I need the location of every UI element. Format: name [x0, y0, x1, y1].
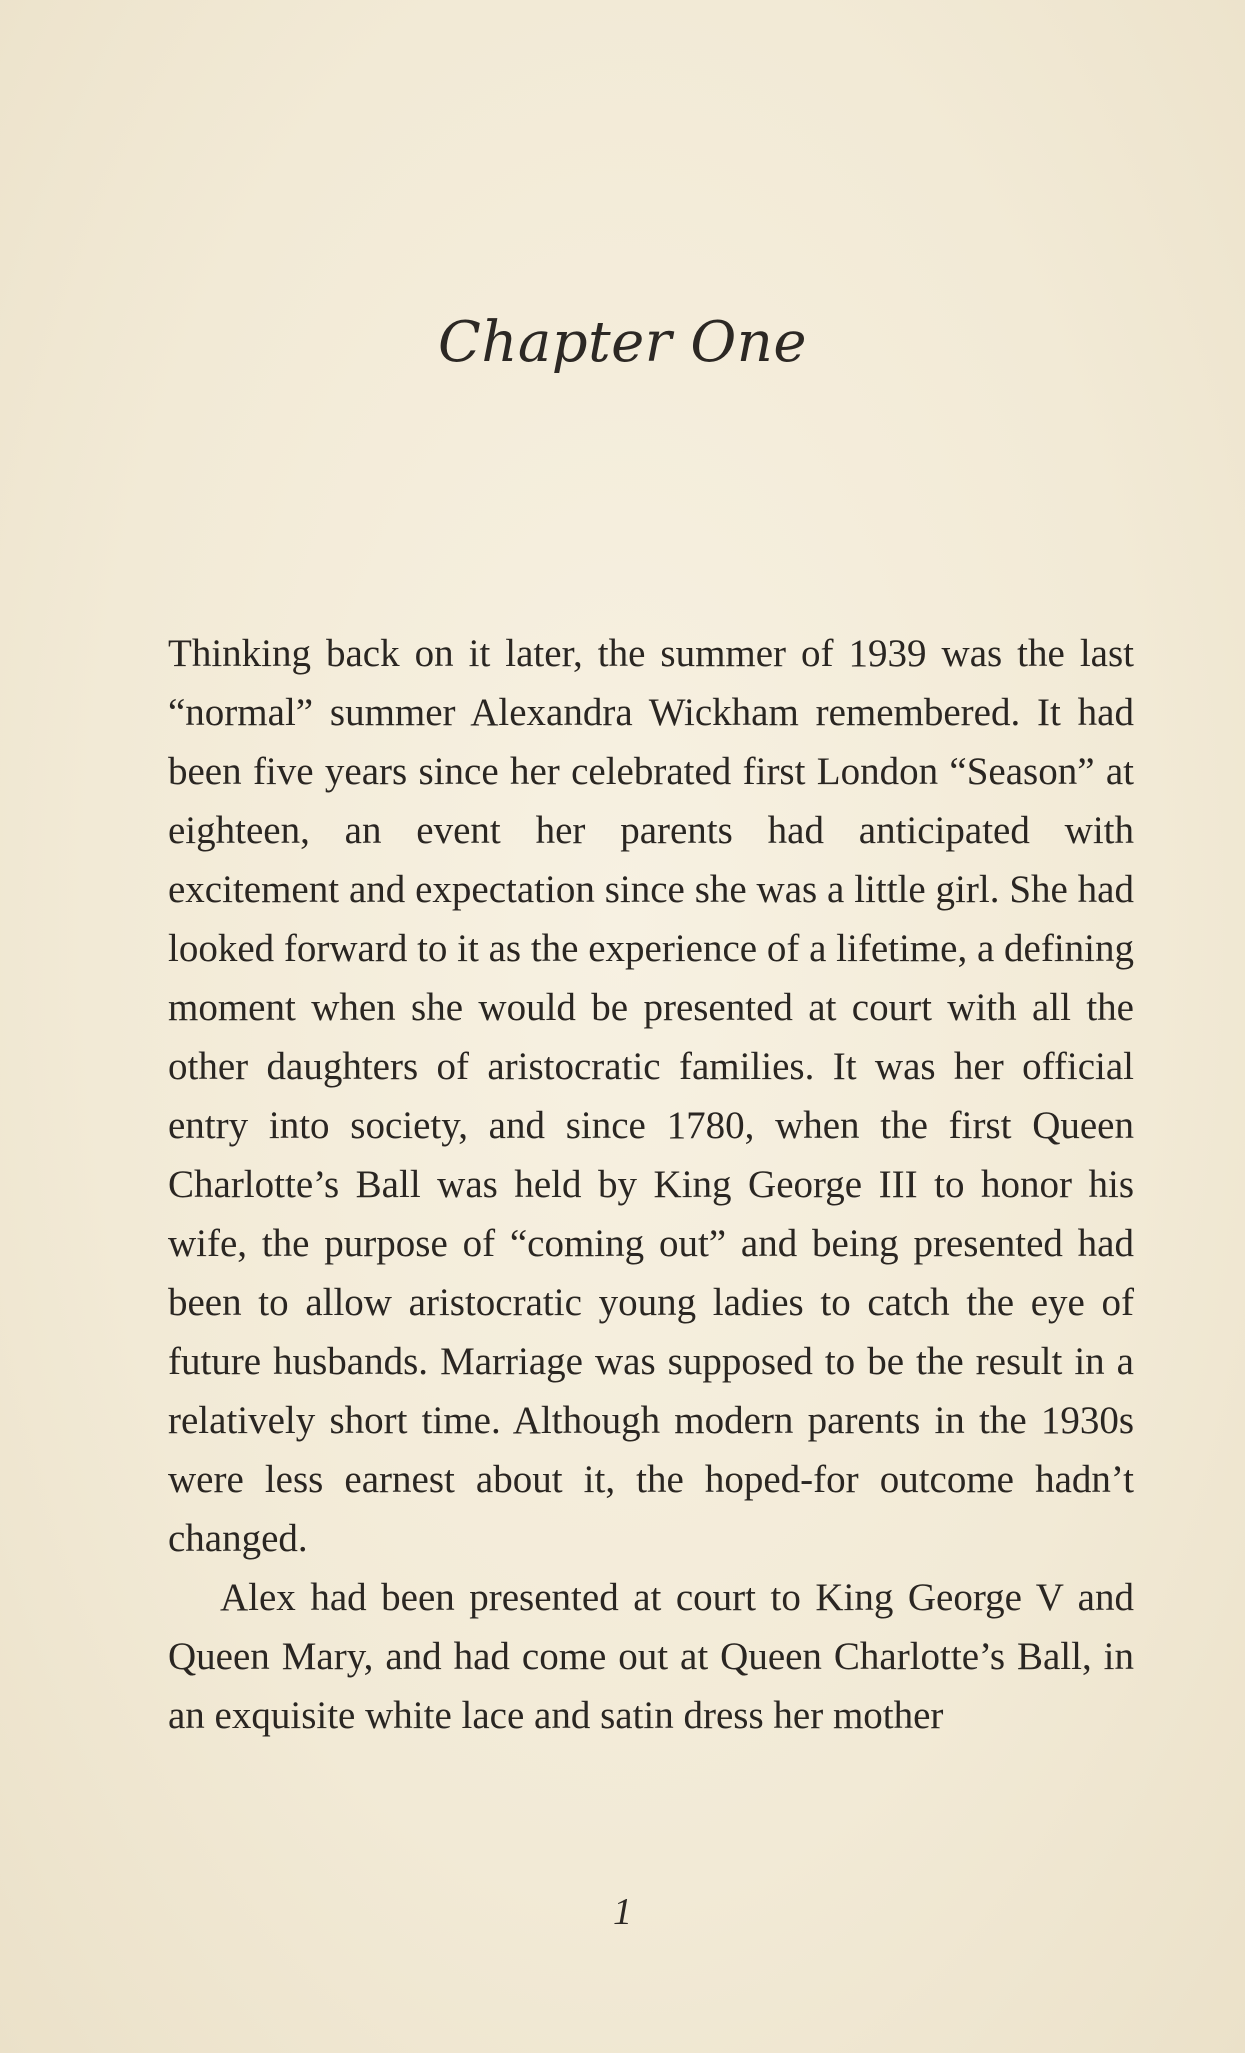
- paragraph: Alex had been presented at court to King George V and Queen Mary, and had come out at Queen Charlotte’s Ball, in an exquisite white lace and satin dress her mother: [168, 1576, 1134, 1737]
- chapter-body: [168, 624, 1134, 1745]
- paragraph: Thinking back on it later, the summer of 1939 was the last “normal” summer Alexandra Wickham remembered. It had been five years since her celebrated first London “Season” at eighteen, an event her parents had anticipated with excitement and expectation since she was a little girl. She had looked forward to it as the experience of a lifetime, a defining moment when she would be presented at court with all the other daughters of aristocratic families. It was her official entry into society, and since 1780, when the first Queen Charlotte’s Ball was held by King George III to honor his wife, the purpose of “coming out” and being presented had been to allow aristocratic young ladies to catch the eye of future husbands. Marriage was supposed to be the result in a relatively short time. Although modern parents in the 1930s were less earnest about it, the hoped-for outcome hadn’t changed.: [168, 632, 1134, 1560]
- page-number: 1: [613, 1891, 632, 1933]
- chapter-title: Chapter One: [438, 310, 807, 375]
